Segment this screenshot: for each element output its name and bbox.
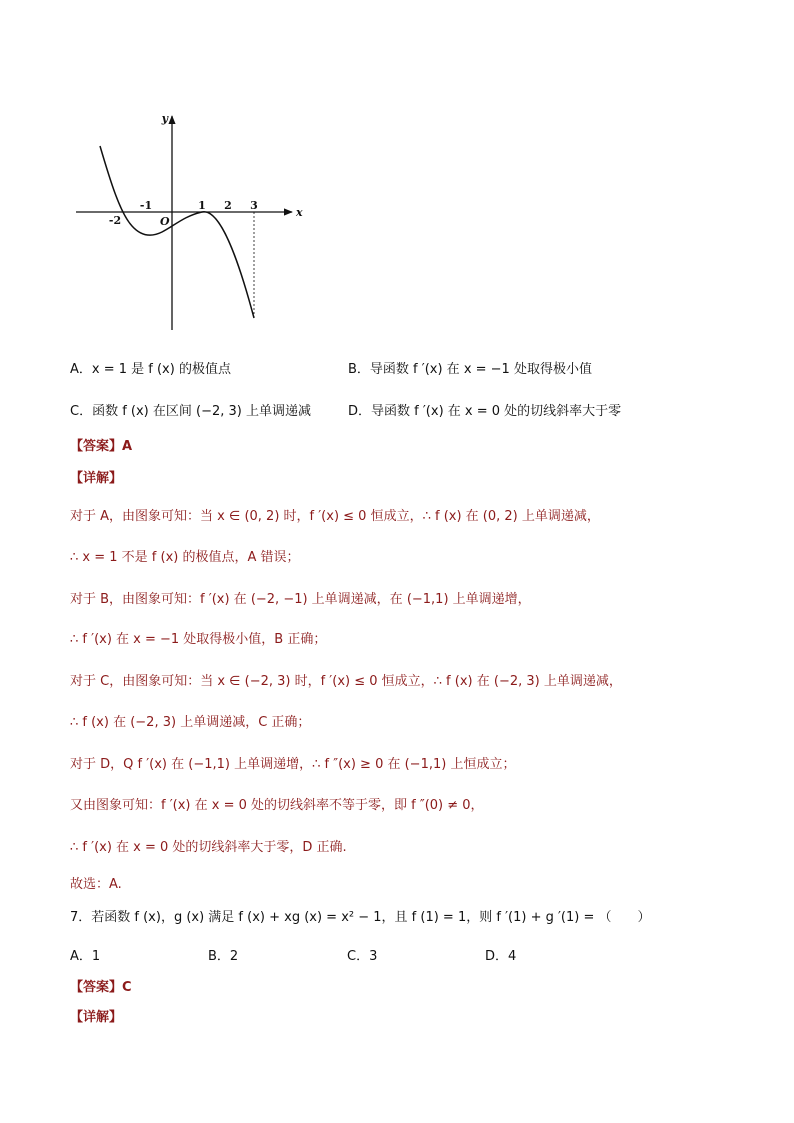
q6-option-c: C．函数 f (x) 在区间 (−2, 3) 上单调递减 [70,404,311,419]
q7-option-c: C．3 [347,949,378,964]
detail-line: 对于 D，Q f ′(x) 在 (−1,1) 上单调递增，∴ f ″(x) ≥ 0 在 (−1,1) 上恒成立； [70,757,516,772]
tick-label-neg2: -2 [108,214,122,227]
q6-option-a: A．x = 1 是 f (x) 的极值点 [70,362,231,377]
q7-option-a: A．1 [70,949,101,964]
answer-label-q6: 【答案】A [70,439,133,454]
origin-label: O [160,215,170,228]
derivative-graph [70,108,310,338]
tick-label-1: 1 [198,199,206,212]
tick-label-3: 3 [250,199,258,212]
detail-line: ∴ x = 1 不是 f (x) 的极值点，A 错误； [70,550,300,565]
detail-line: ∴ f ′(x) 在 x = −1 处取得极小值，B 正确； [70,632,327,647]
answer-label-q7: 【答案】C [70,980,132,995]
detail-label-q7: 【详解】 [70,1010,123,1025]
detail-label-q6: 【详解】 [70,471,123,486]
tick-label-2: 2 [224,199,232,212]
detail-line: ∴ f ′(x) 在 x = 0 处的切线斜率大于零，D 正确. [70,840,347,855]
detail-line: 对于 A，由图象可知：当 x ∈ (0, 2) 时，f ′(x) ≤ 0 恒成立，∴ f (x) 在 (0, 2) 上单调递减， [70,509,600,524]
q7-option-b: B．2 [208,949,239,964]
detail-line: 对于 B，由图象可知：f ′(x) 在 (−2, −1) 上单调递减，在 (−1,1) 上单调递增， [70,592,531,607]
q6-option-b: B．导函数 f ′(x) 在 x = −1 处取得极小值 [348,362,592,377]
x-axis-label: x [296,206,303,219]
detail-line: ∴ f (x) 在 (−2, 3) 上单调递减，C 正确； [70,715,311,730]
y-axis-label: y [161,112,168,125]
final-choice-q6: 故选：A. [70,877,122,892]
q7-option-d: D．4 [485,949,517,964]
q7-stem: 7．若函数 f (x)，g (x) 满足 f (x) + xg (x) = x² − 1，且 f (1) = 1，则 f ′(1) + g ′(1) = （ ） [70,910,651,925]
q6-option-d: D．导函数 f ′(x) 在 x = 0 处的切线斜率大于零 [348,404,622,419]
tick-label-neg1: -1 [139,199,153,212]
derivative-curve [100,146,254,318]
detail-line: 对于 C，由图象可知：当 x ∈ (−2, 3) 时，f ′(x) ≤ 0 恒成立，∴ f (x) 在 (−2, 3) 上单调递减， [70,674,622,689]
detail-line: 又由图象可知：f ′(x) 在 x = 0 处的切线斜率不等于零，即 f ″(0) ≠ 0， [70,798,484,813]
